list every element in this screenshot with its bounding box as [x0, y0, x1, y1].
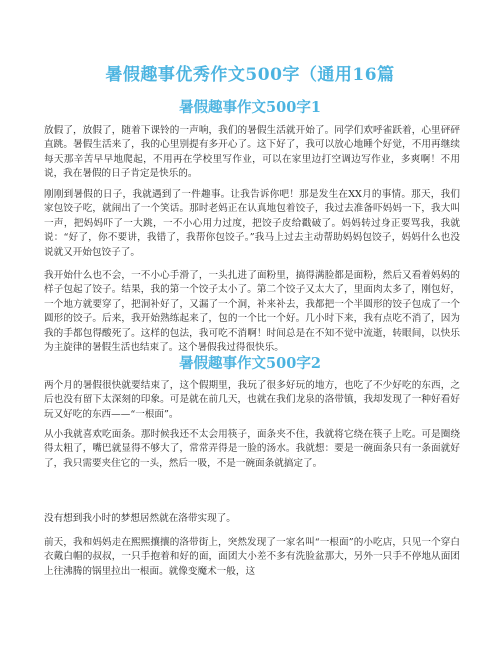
paragraph: 放假了，放假了，随着下课铃的一声响，我们的暑假生活就开始了。同学们欢呼雀跃着，心里砰砰直跳。暑假生活来了，我的心里别提有多开心了。这下好了，我可以放心地睡个好觉，不用再继续每天那辛苦早早地爬起，不用再在学校里写作业，可以在家里边打空调边写作业，多爽啊！不用说，我在暑假的日子肯定是快乐的。	[44, 125, 460, 180]
section-heading-1: 暑假趣事作文500字1	[179, 99, 321, 116]
document-title: 暑假趣事优秀作文500字（通用16篇	[105, 65, 395, 85]
paragraph: 没有想到我小时的梦想居然就在洛带实现了。	[44, 513, 236, 524]
section-heading-2: 暑假趣事作文500字2	[179, 355, 321, 372]
paragraph: 从小我就喜欢吃面条。那时候我还不太会用筷子，面条夹不住，我就将它绕在筷子上吃。可是圈绕得太粗了，嘴巴就显得不够大了，常常弄得是一脸的汤水。我就想：要是一碗面条只有一条面就好了，我只需要夹住它的一头，然后一吸，不是一碗面条就搞定了。	[44, 429, 460, 469]
paragraph: 刚刚到暑假的日子，我就遇到了一件趣事。让我告诉你吧！那是发生在XX月的事情。那天，我们家包饺子吃，就闹出了一个笑话。那时老妈正在认真地包着饺子，我过去准备吓妈妈一下，我大叫一声，把妈妈吓了一大跳，一不小心用力过度，把饺子皮给戳破了。妈妈转过身正要骂我，我就说：“好了，你不要讲，我错了，我帮你包饺子。”我马上过去主动帮助妈妈包饺子，妈妈什么也没说就又开始包饺子了。	[44, 189, 460, 258]
paragraph: 我开始什么也不会，一不小心手滑了，一头扎进了面粉里，搞得满脸都是面粉，然后又看着妈妈的样子包起了饺子。结果，我的第一个饺子太小了。第二个饺子又太大了，里面肉太多了，刚包好，一个地方就要穿了，把洞补好了，又漏了一个洞，补来补去，我都把一个半圆形的饺子包成了一个圆形的饺子。后来，我开始熟练起来了，包的一个比一个好。几小时下来，我有点吃不消了，因为我的手都包得酸死了。这样的包法，我可吃不消啊！时间总是在不知不觉中流逝，转眼间，以快乐为主旋律的暑假生活也结束了。这个暑假我过得很快乐。	[44, 270, 460, 354]
paragraph: 前天，我和妈妈走在熙熙攘攘的洛带街上，突然发现了一家名叫“一根面”的小吃店，只见一个穿白衣戴白帽的叔叔，一只手抱着和好的面，面团大小差不多有洗脸盆那大，另外一只手不停地从面团上往沸腾的锅里拉出一根面。就像变魔术一般，这	[44, 537, 460, 577]
paragraph: 两个月的暑假很快就要结束了，这个假期里，我玩了很多好玩的地方，也吃了不少好吃的东西，之后也没有留下太深刻的印象。可是就在前几天，也就在我们龙泉的洛带镇，我却发现了一种好看好玩又好吃的东西——“一根面”。	[44, 380, 460, 420]
